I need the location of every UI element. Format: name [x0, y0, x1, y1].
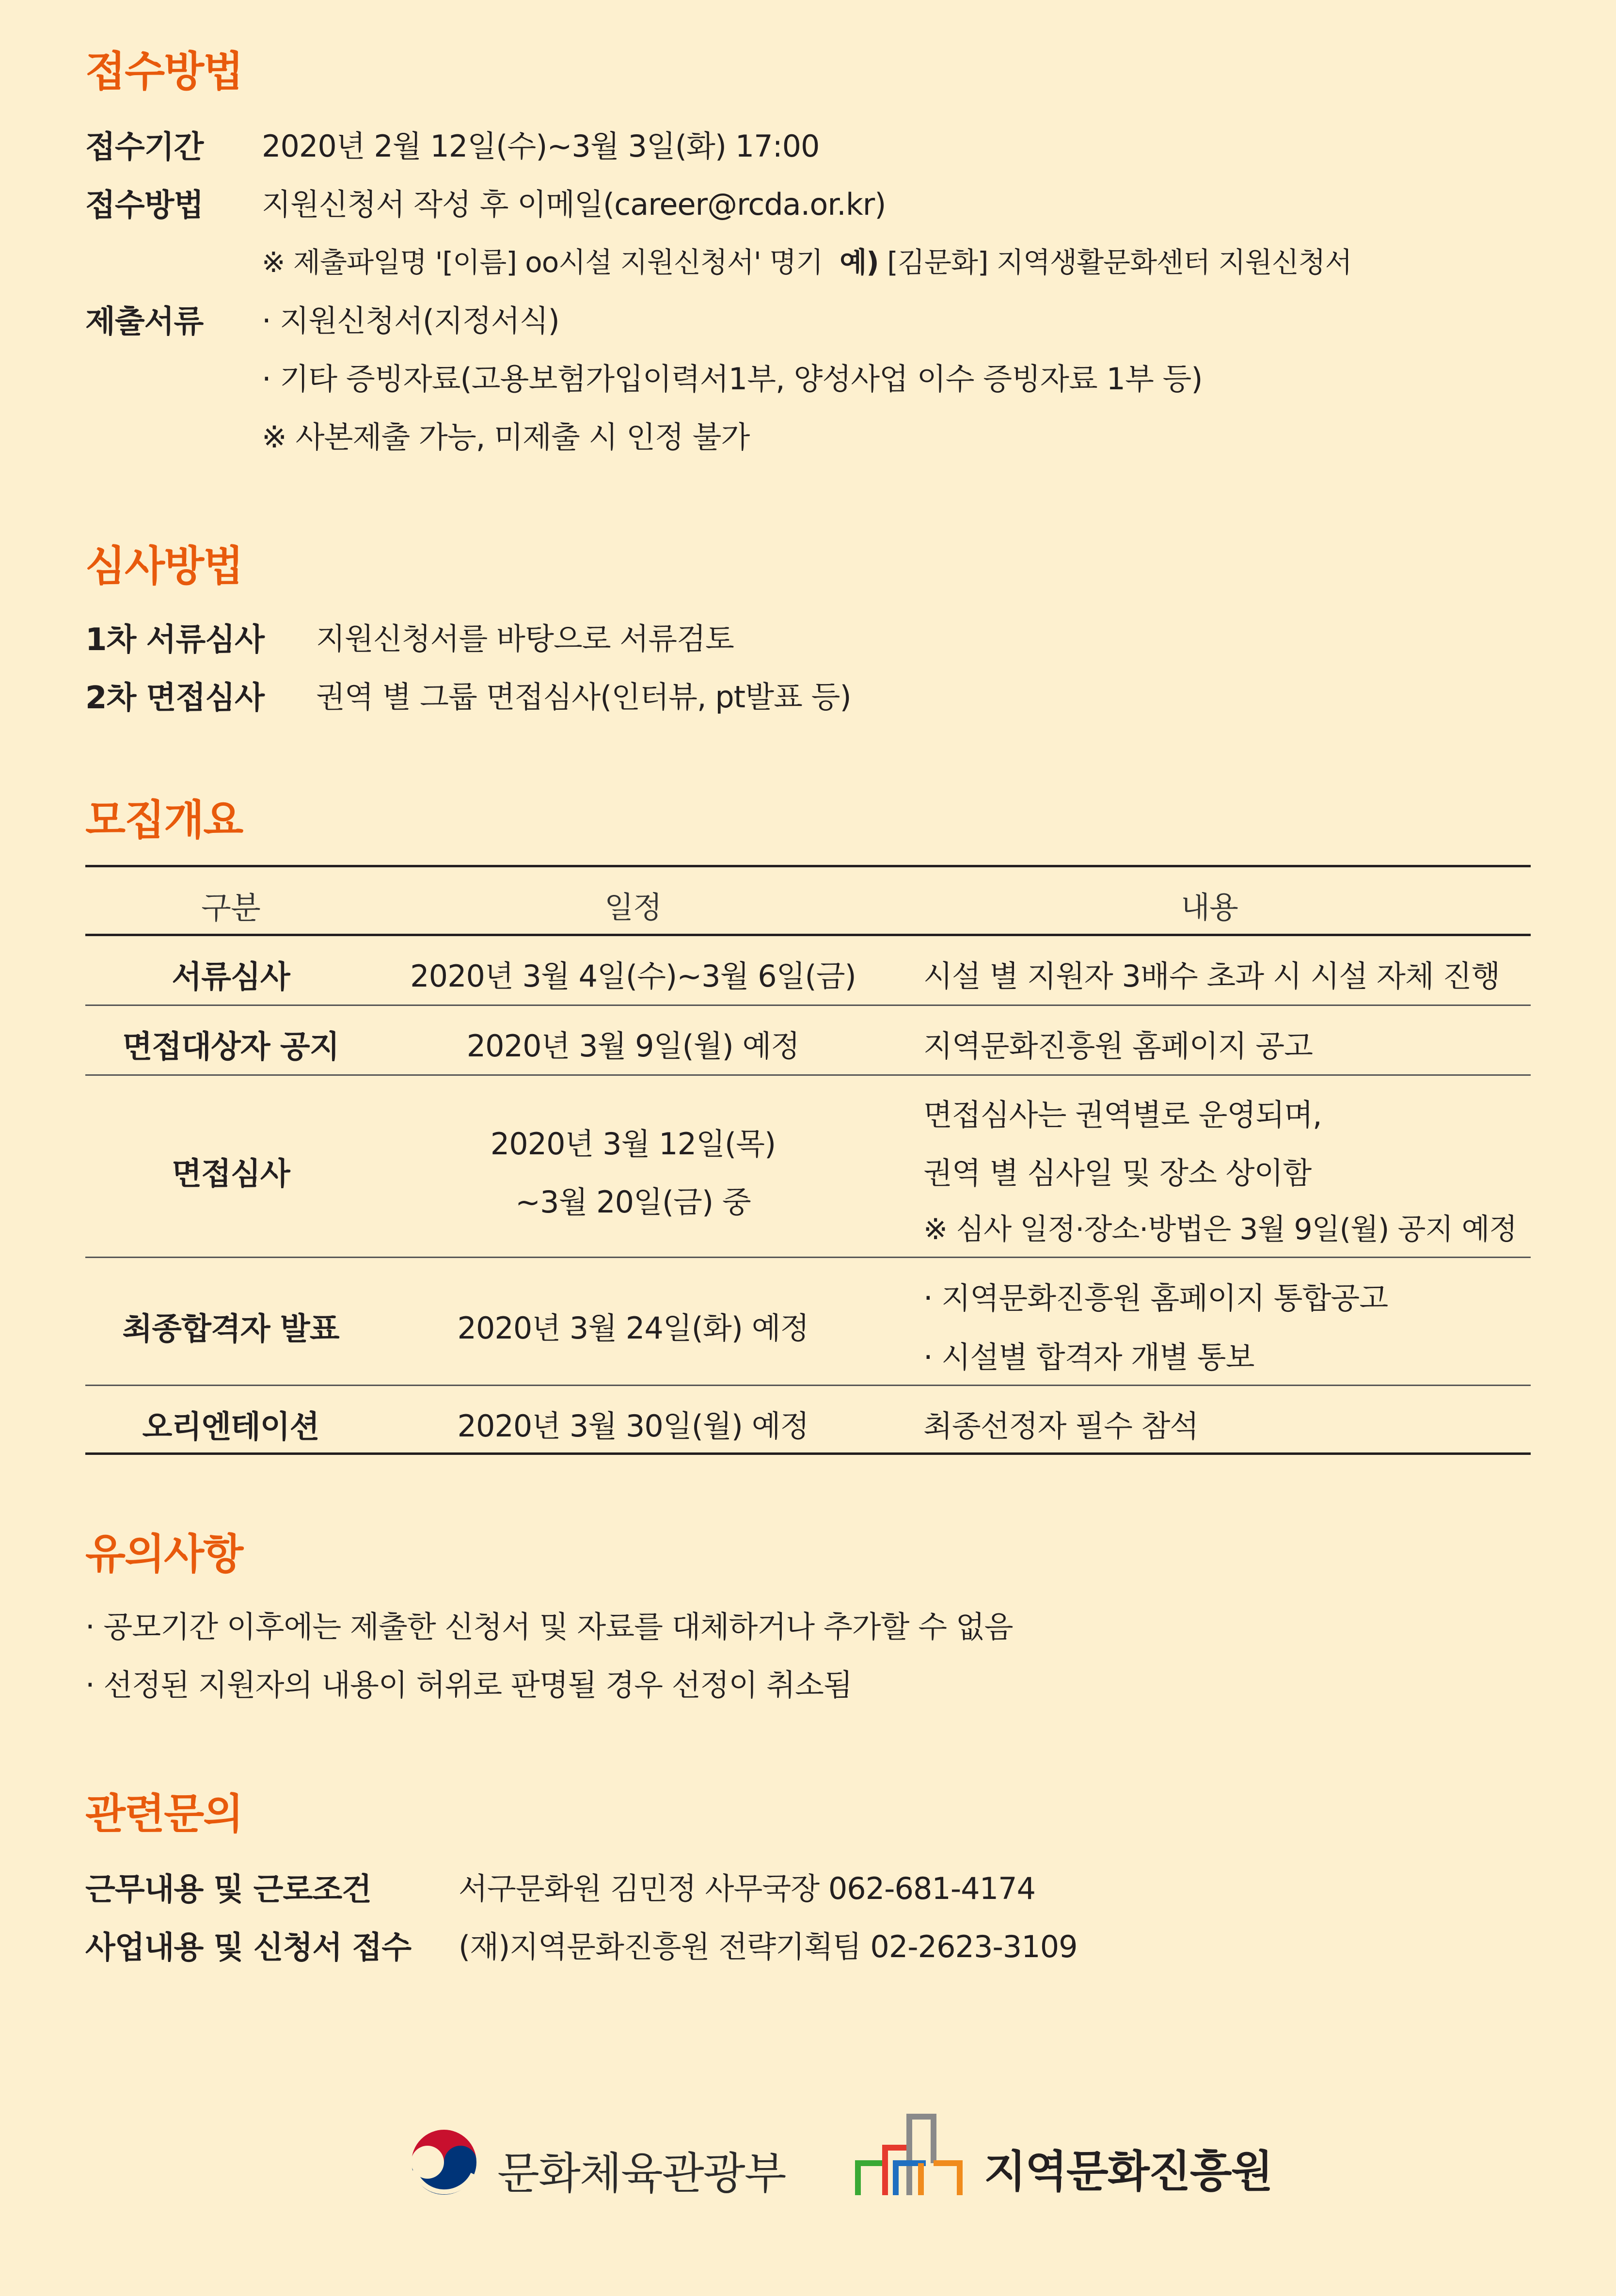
reception-heading: 접수방법	[85, 48, 243, 96]
method-note-prefix: ※ 제출파일명 '[이름] oo시설 지원신청서' 명기	[262, 246, 823, 279]
taegeuk-icon	[405, 2123, 483, 2201]
agency-name: 지역문화진흥원	[984, 2146, 1272, 2197]
row-content: 면접심사는 권역별로 운영되며,	[923, 1097, 1322, 1132]
row-schedule: 2020년 3월 9일(월) 예정	[466, 1028, 800, 1064]
row-schedule: ~3월 20일(금) 중	[515, 1184, 751, 1220]
docs-label: 제출서류	[85, 304, 204, 340]
row-content-note: ※ 심사 일정·장소·방법은 3월 9일(월) 공지 예정	[923, 1212, 1517, 1246]
row-content: · 지역문화진흥원 홈페이지 통합공고	[923, 1280, 1388, 1316]
work-contact-label: 근무내용 및 근로조건	[85, 1872, 371, 1908]
method-label: 접수방법	[85, 188, 204, 223]
row-content: · 시설별 합격자 개별 통보	[923, 1339, 1254, 1375]
row-category: 면접심사	[172, 1156, 290, 1192]
period-label: 접수기간	[85, 129, 204, 165]
row-content: 권역 별 심사일 및 장소 상이함	[923, 1155, 1312, 1191]
ministry-logo	[405, 2123, 793, 2201]
period-value: 2020년 2월 12일(수)~3월 3일(화) 17:00	[262, 128, 820, 164]
row-category: 오리엔테이션	[142, 1409, 319, 1445]
notice-heading: 유의사항	[85, 1530, 243, 1578]
row-schedule: 2020년 3월 12일(목)	[490, 1126, 776, 1162]
row-category: 서류심사	[172, 959, 290, 995]
method-note	[262, 239, 1352, 280]
row-schedule: 2020년 3월 4일(수)~3월 6일(금)	[410, 958, 856, 994]
row-content: 시설 별 지원자 3배수 초과 시 시설 자체 진행	[923, 958, 1500, 994]
row-schedule: 2020년 3월 30일(월) 예정	[457, 1408, 809, 1444]
row-divider	[85, 1074, 1531, 1076]
contact-heading: 관련문의	[85, 1790, 243, 1838]
table-header-schedule: 일정	[604, 890, 662, 925]
overview-heading: 모집개요	[85, 796, 243, 845]
row-content: 최종선정자 필수 참석	[923, 1408, 1199, 1444]
biz-contact-value: (재)지역문화진흥원 전략기획팀 02-2623-3109	[459, 1929, 1077, 1964]
method-note-example-label: 예)	[840, 246, 879, 279]
agency-logo	[853, 2109, 1289, 2206]
docs-note: ※ 사본제출 가능, 미제출 시 인정 불가	[262, 419, 750, 455]
row-divider	[85, 1004, 1531, 1006]
biz-contact-label: 사업내용 및 신청서 접수	[85, 1930, 412, 1966]
table-bottom-rule	[85, 1452, 1531, 1455]
second-screening-label: 2차 면접심사	[85, 680, 264, 716]
method-value: 지원신청서 작성 후 이메일(career@rcda.or.kr)	[262, 187, 886, 222]
row-schedule: 2020년 3월 24일(화) 예정	[457, 1310, 809, 1346]
table-header-content: 내용	[1181, 890, 1238, 925]
work-contact-value: 서구문화원 김민정 사무국장 062-681-4174	[459, 1871, 1036, 1906]
agency-mark-icon	[853, 2109, 969, 2206]
row-content: 지역문화진흥원 홈페이지 공고	[923, 1028, 1313, 1064]
row-category: 최종합격자 발표	[122, 1311, 339, 1347]
first-screening-label: 1차 서류심사	[85, 622, 264, 658]
first-screening-value: 지원신청서를 바탕으로 서류검토	[316, 621, 734, 656]
screening-heading: 심사방법	[85, 542, 243, 590]
table-top-rule	[85, 865, 1531, 867]
row-divider	[85, 1385, 1531, 1386]
row-divider	[85, 1257, 1531, 1258]
row-category: 면접대상자 공지	[122, 1029, 339, 1065]
table-header-rule	[85, 934, 1531, 936]
method-note-example: [김문화] 지역생활문화센터 지원신청서	[887, 246, 1352, 279]
notice-item: · 선정된 지원자의 내용이 허위로 판명될 경우 선정이 취소됨	[85, 1667, 852, 1703]
table-header-category: 구분	[201, 891, 260, 926]
docs-item: · 기타 증빙자료(고용보험가입이력서1부, 양성사업 이수 증빙자료 1부 등)	[262, 361, 1203, 397]
docs-item: · 지원신청서(지정서식)	[262, 303, 559, 338]
second-screening-value: 권역 별 그룹 면접심사(인터뷰, pt발표 등)	[316, 679, 851, 715]
ministry-name: 문화체육관광부	[497, 2148, 786, 2199]
notice-item: · 공모기간 이후에는 제출한 신청서 및 자료를 대체하거나 추가할 수 없음	[85, 1609, 1013, 1644]
